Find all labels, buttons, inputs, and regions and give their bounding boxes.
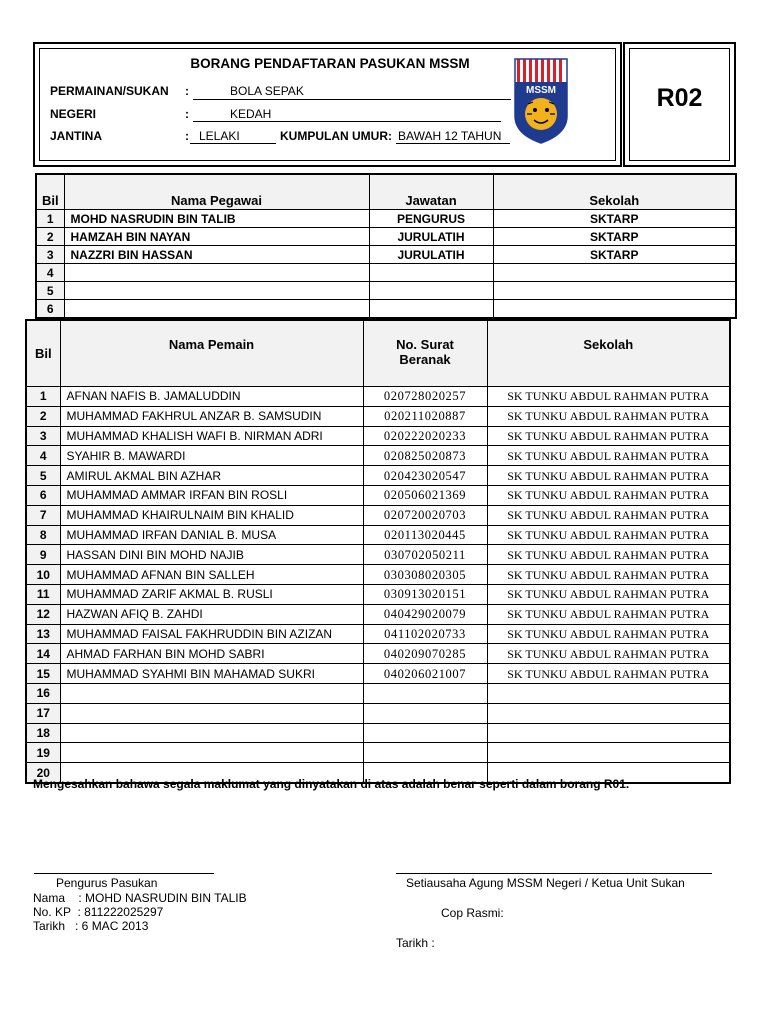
- player-row: [26, 723, 730, 743]
- staff-cell-bil: 6: [36, 300, 64, 319]
- player-row: [26, 703, 730, 723]
- staff-cell-jawatan: [369, 282, 493, 300]
- staff-cell-nama: [64, 300, 369, 319]
- player-cell-nama: HAZWAN AFIQ B. ZAHDI: [60, 604, 363, 624]
- player-cell-surat: [363, 683, 487, 703]
- player-cell-sekolah: SK TUNKU ABDUL RAHMAN PUTRA: [487, 446, 730, 466]
- player-row: [26, 387, 730, 407]
- player-cell-bil: 13: [26, 624, 60, 644]
- staff-cell-sekolah: [493, 282, 736, 300]
- logo-text: MSSM: [526, 85, 556, 96]
- staff-cell-bil: 3: [36, 246, 64, 264]
- player-cell-bil: 7: [26, 505, 60, 525]
- player-cell-sekolah: SK TUNKU ABDUL RAHMAN PUTRA: [487, 406, 730, 426]
- player-cell-surat: 030913020151: [363, 584, 487, 604]
- player-cell-nama: MUHAMMAD FAKHRUL ANZAR B. SAMSUDIN: [60, 406, 363, 426]
- player-cell-surat: 020222020233: [363, 426, 487, 446]
- left-tarikh: Tarikh : 6 MAC 2013: [33, 919, 149, 933]
- player-cell-sekolah: [487, 723, 730, 743]
- player-cell-surat: 020211020887: [363, 406, 487, 426]
- staff-cell-sekolah: [493, 264, 736, 282]
- staff-cell-bil: 1: [36, 210, 64, 228]
- staff-cell-jawatan: PENGURUS: [369, 210, 493, 228]
- mssm-logo-icon: [514, 58, 568, 144]
- kumpulan-umur-label: KUMPULAN UMUR:: [280, 129, 392, 143]
- player-cell-sekolah: [487, 703, 730, 723]
- player-cell-nama: AMIRUL AKMAL BIN AZHAR: [60, 466, 363, 486]
- left-signature-line: [34, 873, 214, 874]
- player-cell-bil: 8: [26, 525, 60, 545]
- player-header-bil: Bil: [26, 320, 60, 387]
- player-cell-sekolah: SK TUNKU ABDUL RAHMAN PUTRA: [487, 505, 730, 525]
- staff-cell-sekolah: SKTARP: [493, 246, 736, 264]
- staff-table: [35, 173, 737, 319]
- staff-row: [36, 282, 736, 300]
- player-cell-nama: MUHAMMAD AFNAN BIN SALLEH: [60, 565, 363, 585]
- player-cell-nama: [60, 723, 363, 743]
- staff-row: [36, 210, 736, 228]
- player-cell-sekolah: SK TUNKU ABDUL RAHMAN PUTRA: [487, 426, 730, 446]
- staff-cell-nama: MOHD NASRUDIN BIN TALIB: [64, 210, 369, 228]
- player-row: [26, 485, 730, 505]
- player-cell-sekolah: [487, 683, 730, 703]
- player-cell-nama: MUHAMMAD ZARIF AKMAL B. RUSLI: [60, 584, 363, 604]
- staff-cell-nama: NAZZRI BIN HASSAN: [64, 246, 369, 264]
- player-cell-bil: 17: [26, 703, 60, 723]
- player-cell-sekolah: SK TUNKU ABDUL RAHMAN PUTRA: [487, 466, 730, 486]
- staff-cell-sekolah: SKTARP: [493, 228, 736, 246]
- player-cell-nama: MUHAMMAD FAISAL FAKHRUDDIN BIN AZIZAN: [60, 624, 363, 644]
- player-cell-sekolah: SK TUNKU ABDUL RAHMAN PUTRA: [487, 584, 730, 604]
- player-cell-sekolah: SK TUNKU ABDUL RAHMAN PUTRA: [487, 624, 730, 644]
- player-row: [26, 545, 730, 565]
- player-row: [26, 604, 730, 624]
- staff-cell-jawatan: [369, 264, 493, 282]
- jantina-label: JANTINA: [50, 129, 103, 143]
- player-cell-sekolah: SK TUNKU ABDUL RAHMAN PUTRA: [487, 565, 730, 585]
- staff-cell-jawatan: JURULATIH: [369, 228, 493, 246]
- player-cell-surat: 030308020305: [363, 565, 487, 585]
- player-cell-sekolah: SK TUNKU ABDUL RAHMAN PUTRA: [487, 664, 730, 684]
- form-code: R02: [656, 84, 703, 112]
- player-cell-surat: [363, 703, 487, 723]
- staff-cell-jawatan: JURULATIH: [369, 246, 493, 264]
- staff-header-bil: Bil: [36, 174, 64, 210]
- player-cell-bil: 3: [26, 426, 60, 446]
- player-cell-bil: 1: [26, 387, 60, 407]
- player-cell-sekolah: SK TUNKU ABDUL RAHMAN PUTRA: [487, 485, 730, 505]
- player-cell-bil: 16: [26, 683, 60, 703]
- player-cell-surat: 030702050211: [363, 545, 487, 565]
- player-cell-surat: [363, 723, 487, 743]
- staff-cell-jawatan: [369, 300, 493, 319]
- player-cell-surat: 041102020733: [363, 624, 487, 644]
- player-cell-bil: 11: [26, 584, 60, 604]
- player-row: [26, 466, 730, 486]
- right-tarikh: Tarikh :: [396, 936, 435, 950]
- player-cell-nama: MUHAMMAD KHALISH WAFI B. NIRMAN ADRI: [60, 426, 363, 446]
- player-cell-sekolah: SK TUNKU ABDUL RAHMAN PUTRA: [487, 545, 730, 565]
- staff-row: [36, 228, 736, 246]
- player-cell-surat: 020423020547: [363, 466, 487, 486]
- staff-cell-bil: 4: [36, 264, 64, 282]
- negeri-value: KEDAH: [230, 107, 272, 121]
- staff-cell-sekolah: SKTARP: [493, 210, 736, 228]
- player-row: [26, 525, 730, 545]
- player-row: [26, 505, 730, 525]
- player-cell-bil: 20: [26, 763, 60, 783]
- player-cell-nama: [60, 683, 363, 703]
- player-cell-bil: 12: [26, 604, 60, 624]
- player-row: [26, 743, 730, 763]
- left-no-kp: No. KP : 811222025297: [33, 905, 164, 919]
- player-row: [26, 624, 730, 644]
- staff-header-row: [36, 174, 736, 210]
- negeri-colon: :: [185, 107, 189, 121]
- permainan-colon: :: [185, 84, 189, 98]
- staff-cell-nama: [64, 264, 369, 282]
- left-role: Pengurus Pasukan: [56, 876, 158, 890]
- staff-row: [36, 264, 736, 282]
- staff-cell-nama: [64, 282, 369, 300]
- negeri-underline: [193, 121, 501, 122]
- player-row: [26, 565, 730, 585]
- player-row: [26, 446, 730, 466]
- player-cell-bil: 18: [26, 723, 60, 743]
- player-cell-sekolah: SK TUNKU ABDUL RAHMAN PUTRA: [487, 387, 730, 407]
- player-cell-bil: 6: [26, 485, 60, 505]
- player-cell-surat: 040429020079: [363, 604, 487, 624]
- player-cell-sekolah: [487, 743, 730, 763]
- player-cell-nama: MUHAMMAD KHAIRULNAIM BIN KHALID: [60, 505, 363, 525]
- right-role: Setiausaha Agung MSSM Negeri / Ketua Unit Sukan: [406, 876, 685, 890]
- player-cell-nama: AFNAN NAFIS B. JAMALUDDIN: [60, 387, 363, 407]
- player-cell-bil: 5: [26, 466, 60, 486]
- player-header-sekolah: Sekolah: [487, 320, 730, 387]
- right-signature-line: [396, 873, 712, 874]
- permainan-underline: [193, 99, 511, 100]
- player-cell-nama: SYAHIR B. MAWARDI: [60, 446, 363, 466]
- kumpulan-umur-underline: [396, 143, 510, 144]
- player-cell-bil: 4: [26, 446, 60, 466]
- player-cell-sekolah: SK TUNKU ABDUL RAHMAN PUTRA: [487, 644, 730, 664]
- permainan-label: PERMAINAN/SUKAN: [50, 84, 169, 98]
- kumpulan-umur-value: BAWAH 12 TAHUN: [398, 129, 502, 143]
- player-row: [26, 683, 730, 703]
- staff-header-nama: Nama Pegawai: [64, 174, 369, 210]
- form-title: BORANG PENDAFTARAN PASUKAN MSSM: [190, 56, 470, 71]
- jantina-value: LELAKI: [199, 129, 240, 143]
- player-cell-nama: AHMAD FARHAN BIN MOHD SABRI: [60, 644, 363, 664]
- player-cell-nama: HASSAN DINI BIN MOHD NAJIB: [60, 545, 363, 565]
- player-cell-surat: 020720020703: [363, 505, 487, 525]
- player-cell-nama: MUHAMMAD SYAHMI BIN MAHAMAD SUKRI: [60, 664, 363, 684]
- staff-row: [36, 300, 736, 319]
- player-cell-surat: 040209070285: [363, 644, 487, 664]
- player-cell-surat: 020728020257: [363, 387, 487, 407]
- player-row: [26, 406, 730, 426]
- player-cell-surat: 020825020873: [363, 446, 487, 466]
- declaration-text: Mengesahkan bahawa segala maklumat yang dinyatakan di atas adalah benar seperti dalam borang R01.: [33, 777, 630, 791]
- player-cell-sekolah: SK TUNKU ABDUL RAHMAN PUTRA: [487, 604, 730, 624]
- player-header-surat: No. Surat Beranak: [363, 320, 487, 387]
- player-cell-surat: [363, 743, 487, 763]
- player-cell-sekolah: SK TUNKU ABDUL RAHMAN PUTRA: [487, 525, 730, 545]
- player-cell-nama: MUHAMMAD IRFAN DANIAL B. MUSA: [60, 525, 363, 545]
- player-cell-bil: 14: [26, 644, 60, 664]
- player-cell-nama: [60, 743, 363, 763]
- player-cell-surat: 020506021369: [363, 485, 487, 505]
- player-row: [26, 664, 730, 684]
- staff-cell-nama: HAMZAH BIN NAYAN: [64, 228, 369, 246]
- player-cell-bil: 10: [26, 565, 60, 585]
- staff-cell-bil: 5: [36, 282, 64, 300]
- player-row: [26, 584, 730, 604]
- player-header-nama: Nama Pemain: [60, 320, 363, 387]
- right-cop-rasmi: Cop Rasmi:: [441, 906, 504, 920]
- player-cell-nama: [60, 703, 363, 723]
- player-cell-surat: 020113020445: [363, 525, 487, 545]
- player-row: [26, 426, 730, 446]
- player-row: [26, 644, 730, 664]
- jantina-colon: :: [185, 129, 189, 143]
- staff-header-sekolah: Sekolah: [493, 174, 736, 210]
- player-cell-bil: 2: [26, 406, 60, 426]
- left-nama: Nama : MOHD NASRUDIN BIN TALIB: [33, 891, 247, 905]
- staff-header-jawatan: Jawatan: [369, 174, 493, 210]
- jantina-underline: [190, 143, 276, 144]
- player-cell-surat: 040206021007: [363, 664, 487, 684]
- player-cell-bil: 15: [26, 664, 60, 684]
- staff-cell-bil: 2: [36, 228, 64, 246]
- player-cell-bil: 9: [26, 545, 60, 565]
- staff-cell-sekolah: [493, 300, 736, 319]
- negeri-label: NEGERI: [50, 107, 97, 121]
- player-table: [25, 319, 731, 784]
- staff-row: [36, 246, 736, 264]
- permainan-value: BOLA SEPAK: [230, 84, 304, 98]
- player-cell-nama: MUHAMMAD AMMAR IRFAN BIN ROSLI: [60, 485, 363, 505]
- player-cell-bil: 19: [26, 743, 60, 763]
- player-header-row: [26, 320, 730, 387]
